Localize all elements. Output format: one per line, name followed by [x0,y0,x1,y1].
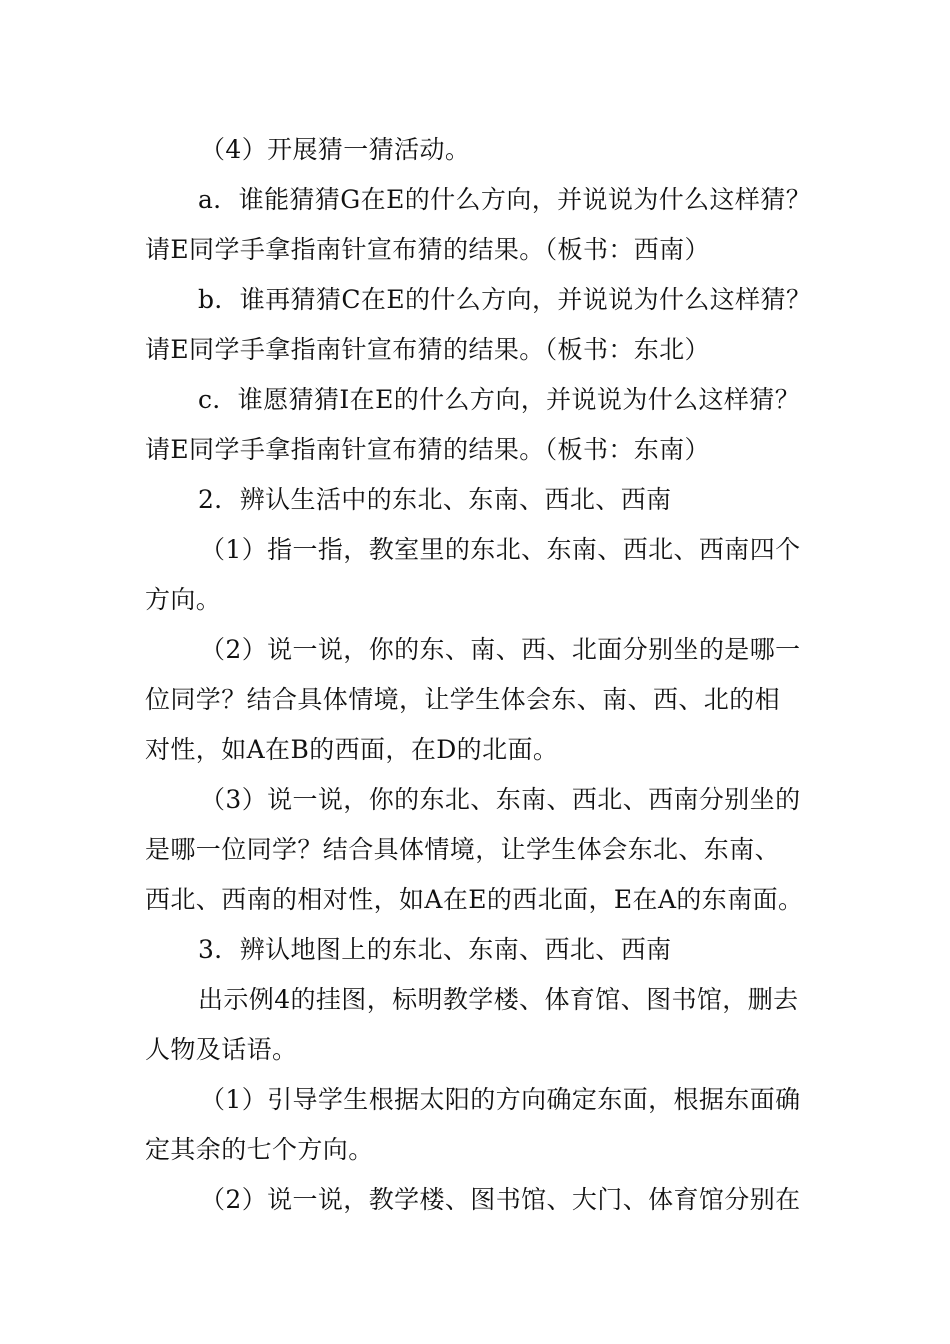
section-heading: 3．辨认地图上的东北、东南、西北、西南 [198,935,672,964]
paragraph-line: 出示例4的挂图，标明教学楼、体育馆、图书馆，删去 [198,985,799,1014]
paragraph-line: （1）引导学生根据太阳的方向确定东面，根据东面确 [200,1085,801,1114]
paragraph-line: （3）说一说，你的东北、东南、西北、西南分别坐的 [200,785,801,814]
paragraph-line: 人物及话语。 [145,1035,298,1064]
paragraph-line: （2）说一说，教学楼、图书馆、大门、体育馆分别在 [200,1185,801,1214]
paragraph-line: 定其余的七个方向。 [145,1135,374,1164]
paragraph-line: 对性，如A在B的西面，在D的北面。 [145,735,559,764]
paragraph-line: （2）说一说，你的东、南、西、北面分别坐的是哪一 [200,635,801,664]
paragraph-line: 位同学？结合具体情境，让学生体会东、南、西、北的相 [145,685,781,714]
paragraph-line: c．谁愿猜猜I在E的什么方向，并说说为什么这样猜？ [198,385,801,414]
paragraph-line: a．谁能猜猜G在E的什么方向，并说说为什么这样猜？ [198,185,812,214]
paragraph-line: 西北、西南的相对性，如A在E的西北面，E在A的东南面。 [145,885,804,914]
paragraph-line: 是哪一位同学？结合具体情境，让学生体会东北、东南、 [145,835,781,864]
section-heading: 2．辨认生活中的东北、东南、西北、西南 [198,485,672,514]
paragraph-line: 请E同学手拿指南针宣布猜的结果。（板书：西南） [145,235,710,264]
paragraph-line: 请E同学手拿指南针宣布猜的结果。（板书：东南） [145,435,710,464]
paragraph-line: （1）指一指，教室里的东北、东南、西北、西南四个 [200,535,801,564]
paragraph-line: b．谁再猜猜C在E的什么方向，并说说为什么这样猜？ [198,285,812,314]
paragraph-line: 请E同学手拿指南针宣布猜的结果。（板书：东北） [145,335,710,364]
paragraph-line: （4）开展猜一猜活动。 [200,135,471,164]
paragraph-line: 方向。 [145,585,222,614]
